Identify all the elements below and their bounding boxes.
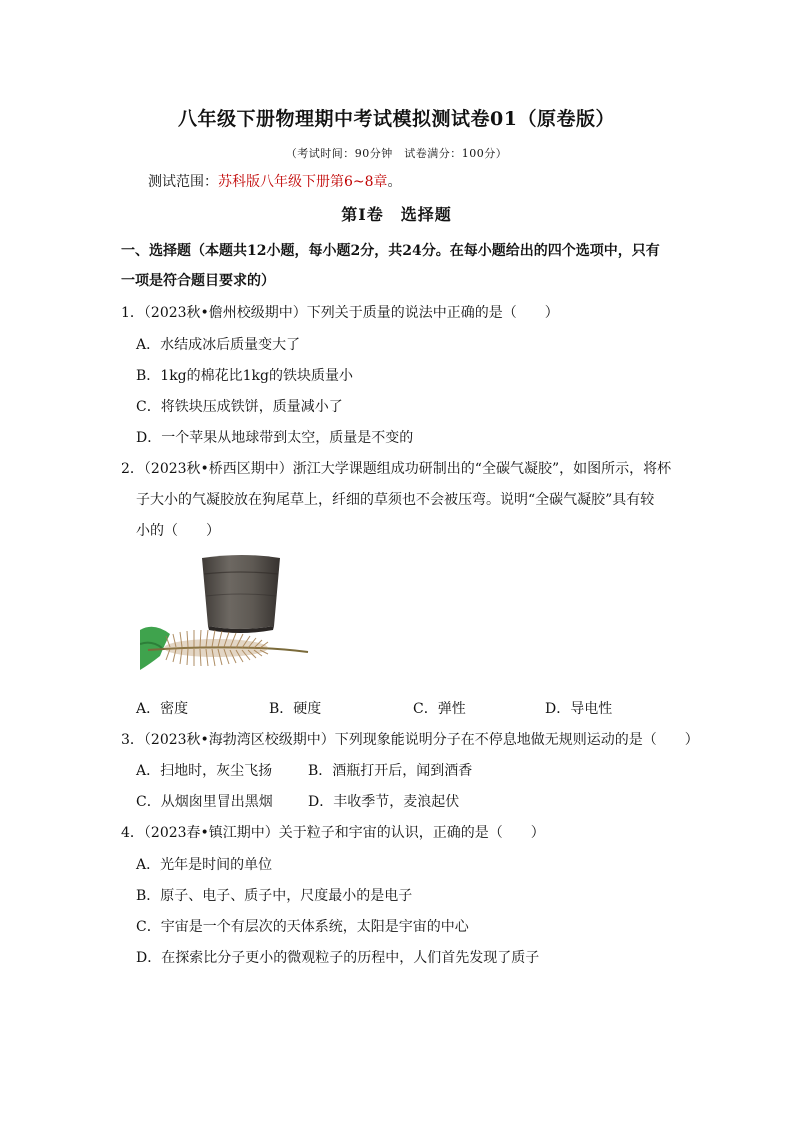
question-4-option-b: B．原子、电子、质子中，尺度最小的是电子 — [136, 888, 413, 904]
question-1-stem: 1．（2023秋•儋州校级期中）下列关于质量的说法中正确的是（ ） — [121, 305, 559, 321]
aerogel-photo-icon — [140, 552, 310, 688]
question-2-stem-line-3: 小的（ ） — [136, 523, 220, 539]
question-4-stem: 4．（2023春•镇江期中）关于粒子和宇宙的认识，正确的是（ ） — [121, 825, 545, 841]
page-title: 八年级下册物理期中考试模拟测试卷01（原卷版） — [178, 108, 615, 130]
aerogel-on-foxtail-grass-photo — [140, 552, 310, 688]
test-scope-value: 苏科版八年级下册第6~8章 — [218, 174, 388, 190]
question-1-option-c: C．将铁块压成铁饼，质量减小了 — [136, 399, 343, 415]
question-3-option-c: C．从烟囱里冒出黑烟 — [136, 794, 273, 810]
test-scope-label: 测试范围： — [148, 174, 218, 190]
part-heading-line-1: 一、选择题（本题共12小题，每小题2分，共24分。在每小题给出的四个选项中，只有 — [121, 243, 660, 259]
part-heading-line-2: 一项是符合题目要求的） — [121, 273, 275, 289]
question-3-option-b: B．酒瓶打开后，闻到酒香 — [308, 763, 473, 779]
question-2-stem-line-1: 2．（2023秋•桥西区期中）浙江大学课题组成功研制出的“全碳气凝胶”，如图所示，将杯 — [121, 461, 672, 477]
test-scope — [148, 172, 402, 192]
question-1-option-b: B．1kg的棉花比1kg的铁块质量小 — [136, 368, 353, 384]
question-3-option-a: A．扫地时，灰尘飞扬 — [136, 763, 273, 779]
question-1-option-d: D．一个苹果从地球带到太空，质量是不变的 — [136, 430, 414, 446]
question-1-option-a: A．水结成冰后质量变大了 — [136, 337, 301, 353]
question-3-stem: 3．（2023秋•海勃湾区校级期中）下列现象能说明分子在不停息地做无规则运动的是（ ） — [121, 732, 699, 748]
question-4-option-d: D．在探索比分子更小的微观粒子的历程中，人们首先发现了质子 — [136, 950, 540, 966]
exam-info: （考试时间：90分钟 试卷满分：100分） — [285, 147, 508, 160]
question-4-option-a: A．光年是时间的单位 — [136, 857, 273, 873]
question-2-option-c: C．弹性 — [413, 701, 466, 717]
question-2-option-b: B．硬度 — [269, 701, 322, 717]
question-2-stem-line-2: 子大小的气凝胶放在狗尾草上，纤细的草须也不会被压弯。说明“全碳气凝胶”具有较 — [136, 492, 655, 508]
question-2-option-d: D．导电性 — [545, 701, 613, 717]
section-title: 第Ⅰ卷 选择题 — [341, 205, 452, 224]
test-scope-end: 。 — [387, 174, 402, 190]
question-3-option-d: D．丰收季节，麦浪起伏 — [308, 794, 460, 810]
question-4-option-c: C．宇宙是一个有层次的天体系统，太阳是宇宙的中心 — [136, 919, 469, 935]
question-2-option-a: A．密度 — [136, 701, 189, 717]
